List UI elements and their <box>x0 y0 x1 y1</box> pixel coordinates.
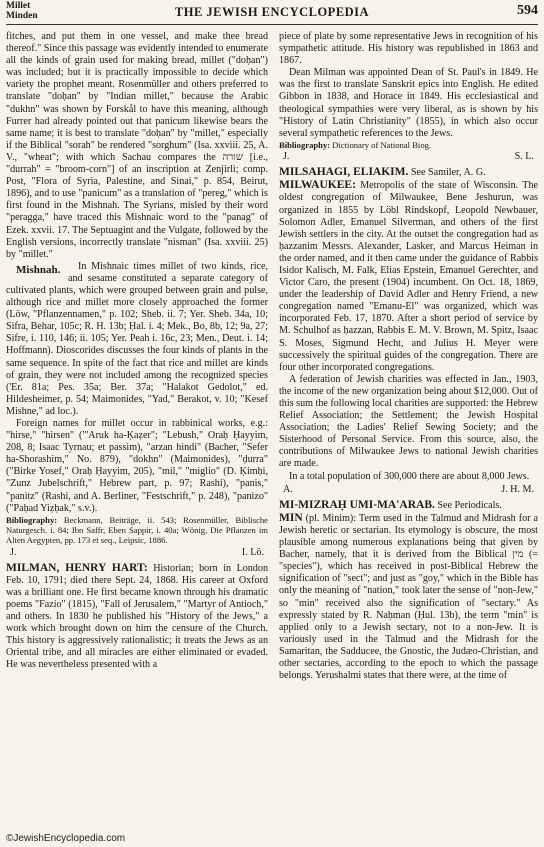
page-number: 594 <box>517 3 538 18</box>
bibliography-millet <box>6 515 268 546</box>
signature-milman <box>279 150 538 166</box>
headword-milsahagi: MILSAHAGI, ELIAKIM. <box>279 166 409 179</box>
cross-reference-mi-mizrah: See Periodicals. <box>434 499 502 511</box>
article-milman-text: Historian; born in London Feb. 10, 1791; died there Sept. 24, 1868. His career at Oxford was a brilliant one. He first became known through his dramatic poems "Fazio" (1815), "Fall of Jerusalem," "Martyr of Antioch," and others. In 1830 he published his "History of the Jews," a work which brought down on him the censure of the Church. This history is aggressively rationalistic; it treats the Jews as an Oriental tribe, and all miracles are either eliminated or evaded. He was nevertheless presented with a <box>6 562 268 671</box>
article-min-text: (pl. Minim): Term used in the Talmud and Midrash for a Jewish heretic or sectarian. Its etymology is obscure, the most plausible among numerous explanations being that given by Bacher, namely, that it is derived from the Biblical מין (= "species"), which has received in post-Biblical Hebrew the signification of "sect"; and just as "goy," which in the Bible has only the meaning of "nation," took later the sense of "non-Jew," so "min" received also the signification of "sectary." As expressly stated by R. Naḥman (Ḥul. 13b), the term "min" is applied only to a Jewish sectary, not to a non-Jew. It is variously used in the Talmud and the Midrash for the Samaritan, the Sadducee, the Gnostic, the Judæo-Christian, and other sectaries, according to the epoch to which the passage belongs. Yerushalmi states that there were, at the time of <box>279 512 538 682</box>
guide-word-top: Millet <box>6 1 31 11</box>
headword-milwaukee: MILWAUKEE: <box>279 179 356 192</box>
bibliography-label: Bibliography: <box>279 139 331 150</box>
bibliography-milman <box>279 140 538 150</box>
bibliography-label: Bibliography: <box>6 514 58 525</box>
cross-reference-milsahagi: See Samiler, A. G. <box>408 167 486 179</box>
bibliography-text: Dictionary of National Biog. <box>330 139 432 150</box>
article-milsahagi <box>279 166 538 179</box>
milman-continued: piece of plate by some representative Jews in recognition of his sympathetic attitude. His history was republished in 1863 and 1867. <box>279 31 538 67</box>
article-milwaukee <box>279 179 538 374</box>
article-milman <box>6 562 268 672</box>
article-mi-mizrah <box>279 499 538 512</box>
bibliography-text: Beckmann, Beiträge, ii. 543; Rosenmüller, Biblische Naturgesch. i. 84; Ibn Saffr, Eben Sappir, i. 40a; Wönig, Die Pflanzen im Alten Aegypten, pp. 173 et seq., Leipsic, 1886. <box>6 514 268 546</box>
signature-millet <box>6 546 268 562</box>
guide-word-bottom: Minden <box>6 11 38 21</box>
encyclopedia-title: THE JEWISH ENCYCLOPEDIA <box>174 5 370 19</box>
millet-paragraph-2 <box>6 261 268 418</box>
signature-author: S. L. <box>514 151 534 163</box>
page-header <box>6 0 538 25</box>
article-min <box>279 512 538 682</box>
millet-paragraph-3: Foreign names for millet occur in rabbinical works, e.g.: "hirse," "hirsen" ("'Aruk ha-Ḳaẓer"; "Lebush," Oraḥ Ḥayyim, 208, 8; Isaac Tyrnau; et passim), "arzan hindi" (Bacher, "Sefer ha-Shorashim," No. 879), "dokhn" (Maimonides), "ḍurra" ("Birke Yosef," Oraḥ Ḥayyim, 205), "mil," "miglio" (D. Ḳimḥi, "Zunz Jubelschrift," Hebrew part, p. 97; Rashi), "panis," "panitz" (Rashi, and A. Berliner, "Festschrift," p. 248), "panizo" ("Paḥad Yiẓḥak," s.v.). <box>6 418 268 514</box>
milwaukee-paragraph-3: In a total population of 300,000 there are about 8,000 Jews. <box>289 470 530 482</box>
signature-initial: J. <box>10 546 17 558</box>
article-milwaukee-text: Metropolis of the state of Wisconsin. The oldest congregation of Milwaukee, Bene Jeshurun, was organized in 1855 by Löbl Rindskopf, Leopold Newbauer, Solomon Adler, Emanuel Silverman, and others of the first Jewish settlers in the city. At the outset the congregation had as ḥazzanim Messrs. Alexander, Lasker, and Marcus Heiman in the order named, and it then came under the guidance of Rabbis Isidor Kalisch, M. Falk, Elias Epstein, Emanuel Gerechter, and Victor Caro, the present (1904) incumbent. On Oct. 18, 1869, under the leadership of David Adler and Henry Friend, a new congregation named "Emanu-El" was organized, which was incorporated Feb. 17, 1870. After a short period of service by M. Schulhof as ḥazzan, Rabbis E. M. V. Brown, M. Spitz, Isaac S. Moses, Sigmund Hecht, and Julius H. Meyer were successively the spiritual guides of the congregation. There are four other incorporated congregations. <box>279 180 538 373</box>
milwaukee-paragraph-2: A federation of Jewish charities was effected in Jan., 1903, the income of the new organization being about $12,000. Out of this sum the following local charities are supported: the Hebrew Relief Association; the Settlement; the Jewish Hospital Association; the Ladies' Relief Sewing Society; and the Sisterhood of Personal Service. From this source, also, the contributions of Milwaukee Jews to national Jewish charities are made. <box>279 373 538 470</box>
millet-paragraph-1: fitches, and put them in one vessel, and make thee bread thereof." Since this passage was evidently intended to enumerate all the kinds of grain used for making bread, millet ("doḥan") was included; but it is practically impossible to decide which variety the prophet meant. Rosenmüller and others preferred to translate "doḥan" by "Indian millet," because the Arabic "dukhn" was shown by Forskål to have this meaning, although Furrer had already pointed out that panicum likewise bears the same name; it is best to translate "doḥan" by "millet," especially if the Biblical "sorah" be rendered "sorghum" (Isa. xxviii. 25, A. V., "wheat"; with which Sachau compares the שורה [i.e., "durrah" = "broom-corn"] of an inscription at Zenjirli; comp. Post, "Flora of Syria, Palestine, and Sinai," p. 854, Beirut, 1896), and to use "panicum" as a translation of "pereg," which is first found in the Mishnah. The Syrians, misled by their word "peragga," have traced this Mishnaic word to the "panag" of Ezek. xxvii. 17. The Septuagint and the Vulgate, followed by the English versions, incorrectly translate "nisman" (Isa. xxviii. 25) by "millet." <box>6 31 268 260</box>
left-column <box>6 31 268 831</box>
headword-milman: MILMAN, HENRY HART: <box>6 561 148 574</box>
millet-paragraph-2-text: In Mishnaic times millet of two kinds, rice, and sesame constituted a separate category of cultivated plants, which were grouped between grain and pulse, although rice and millet more closely approached the former (Löw, "Pflanzennamen," p. 102; Sheb. ii. 7; Yer. Sheb. 34a, 10; Sifra, Behar, 105c; R. H. 13b; Ḥal. i. 4; Mek., Bo, 8b, 12; 9a, 27; Sifre, i. 110, 146; ii. 105; Yer. Peah i. 16c, 23; Men., Deut. i. 14; Hoffmann). Dioscorides discusses the four kinds of plants in the same sequence. In spite of the fact that rice and millet are kinds of grain, they were not included among the recognized species ('Er. 81a; Pes. 35a; Ber. 37a; "Halakot Gedolot," ed. Hildesheimer, p. 54; Maimonides, "Yad," Berakot, v. 10; "Kesef Mishne," ad loc.). <box>6 260 268 417</box>
headword-mi-mizrah: MI-MIZRAḤ UMI-MA'ARAB. <box>279 498 435 511</box>
milman-paragraph-2: Dean Milman was appointed Dean of St. Paul's in 1849. He was the first to translate Sanskrit epics into English. He edited Gibbon in 1838, and Horace in 1849. His ecclesiastical and theological sympathies were very liberal, as is shown by his "History of Latin Christianity" (1855), in which also occur several sympathetic references to the Jews. <box>279 67 538 139</box>
signature-author: I. Lö. <box>241 546 264 558</box>
signature-initial: A. <box>283 483 293 495</box>
signature-author: J. H. M. <box>501 483 534 495</box>
sidenote-mishnah: Mishnah. <box>16 263 61 276</box>
signature-initial: J. <box>283 151 290 163</box>
signature-milwaukee <box>279 483 538 499</box>
copyright-watermark: ©JewishEncyclopedia.com <box>6 833 126 844</box>
right-column <box>279 31 538 831</box>
headword-min: MIN <box>279 511 303 524</box>
